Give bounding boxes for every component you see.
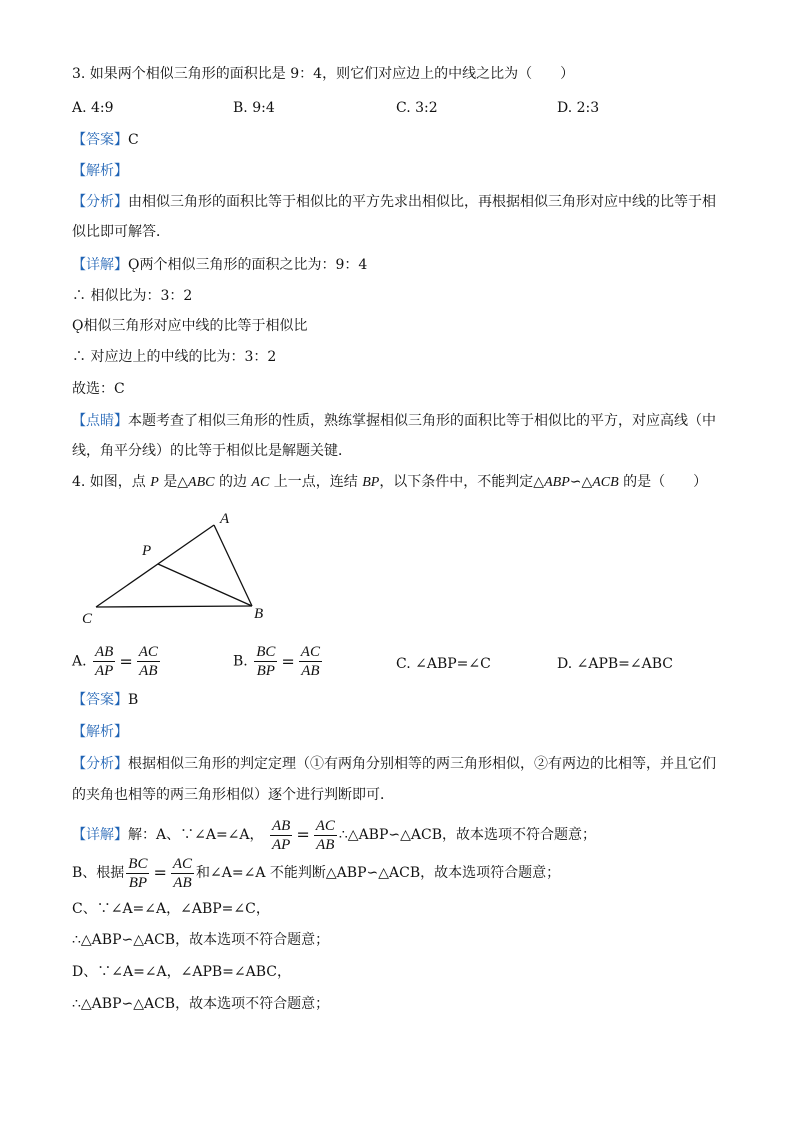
q3-fenxi-line2: 似比即可解答．	[72, 224, 170, 240]
denominator: AB	[316, 836, 335, 853]
stem-part: 的是（ ）	[618, 474, 708, 490]
numerator: AC	[300, 644, 320, 660]
dianjing-tag: 【点睛】	[72, 413, 128, 429]
stem-part: 4. 如图，点	[72, 474, 151, 490]
side-ca	[96, 525, 214, 607]
numerator: AC	[172, 855, 193, 872]
fraction	[270, 817, 292, 854]
stem-var: ACB	[592, 475, 619, 490]
xiangjie-text: Ǫ两个相似三角形的面积之比为：9：4	[128, 257, 368, 273]
q4-fenxi-line2: 的夹角也相等的两三角形相似）逐个进行判断即可．	[72, 787, 394, 803]
stem-part: 的边	[214, 474, 252, 490]
side-cb	[96, 606, 252, 607]
answer-tag: 【答案】	[72, 132, 128, 148]
q4-xiangjie-c1: C、∵∠A=∠A，∠ABP=∠C，	[72, 901, 270, 917]
q3-analysis-tag: 【解析】	[72, 163, 128, 179]
xiangjie-text: 和∠A=∠A 不能判断△ABP∽△ACB，故本选项符合题意；	[196, 865, 561, 881]
equals-sign: =	[119, 651, 133, 671]
stem-var: ABC	[188, 475, 215, 490]
q4-xiangjie-d2: ∴△ABP∽△ACB，故本选项不符合题意；	[72, 996, 330, 1012]
side-ab	[214, 525, 252, 606]
q4-answer-line	[72, 690, 138, 710]
q4-xiangjie-b	[72, 852, 560, 894]
label-a: A	[220, 511, 230, 527]
q4-analysis-tag: 【解析】	[72, 724, 128, 740]
label-c: C	[82, 611, 93, 627]
q3-option-b: B. 9:4	[233, 100, 275, 116]
answer-value: B	[128, 692, 139, 708]
denominator: AP	[95, 663, 114, 679]
stem-var: AC	[251, 475, 270, 490]
q3-dianjing-line2: 线，角平分线）的比等于相似比是解题关键．	[72, 443, 352, 459]
numerator: AC	[315, 817, 335, 834]
xiangjie-tag: 【详解】	[72, 827, 128, 843]
stem-part: ，以下条件中，不能判定△	[379, 474, 545, 490]
fraction	[299, 643, 322, 680]
answer-tag: 【答案】	[72, 692, 128, 708]
xiangjie-text: B、根据	[72, 865, 125, 881]
numerator: AB	[95, 644, 114, 660]
numerator: AC	[138, 644, 158, 660]
equals-sign: =	[296, 825, 310, 844]
denominator: AP	[271, 836, 291, 853]
q3-stem: 3. 如果两个相似三角形的面积比是 9：4，则它们对应边上的中线之比为（ ）	[72, 66, 575, 82]
q3-step2: ∴ 相似比为：3：2	[72, 288, 193, 304]
answer-value: C	[128, 132, 139, 148]
option-label: B.	[233, 653, 248, 670]
q3-step3: Ǫ相似三角形对应中线的比等于相似比	[72, 318, 308, 334]
fenxi-tag: 【分析】	[72, 756, 128, 772]
label-b: B	[254, 606, 264, 622]
stem-var: ABP	[544, 475, 570, 490]
q4-xiangjie-c2: ∴△ABP∽△ACB，故本选项不符合题意；	[72, 932, 330, 948]
numerator: BC	[128, 855, 148, 872]
denominator: AB	[301, 663, 320, 679]
xiangjie-tag: 【详解】	[72, 257, 128, 273]
denominator: AB	[173, 874, 192, 891]
stem-part: 是△	[158, 474, 189, 490]
fraction	[254, 643, 277, 680]
fraction	[126, 855, 149, 892]
fenxi-tag: 【分析】	[72, 194, 128, 210]
fraction	[137, 643, 160, 680]
q3-step5: 故选：C	[72, 381, 125, 397]
equals-sign: =	[281, 651, 295, 671]
denominator: AB	[139, 663, 158, 679]
q4-fenxi-line1	[72, 754, 716, 774]
stem-part: ∽△	[569, 474, 593, 490]
denominator: BP	[256, 663, 275, 679]
segment-pb	[158, 564, 252, 606]
q3-option-a: A. 4:9	[72, 100, 114, 116]
q3-step4: ∴ 对应边上的中线的比为：3：2	[72, 349, 277, 365]
q4-option-b	[233, 643, 324, 680]
denominator: BP	[128, 874, 148, 891]
xiangjie-text: ∴△ABP∽△ACB，故本选项不符合题意；	[338, 827, 596, 843]
label-p: P	[142, 543, 152, 559]
dianjing-text: 本题考查了相似三角形的性质，熟练掌握相似三角形的面积比等于相似比的平方，对应高线（中	[128, 413, 716, 429]
fenxi-text: 由相似三角形的面积比等于相似比的平方先求出相似比，再根据相似三角形对应中线的比等于相	[128, 194, 716, 210]
q4-xiangjie-d1: D、∵∠A=∠A，∠APB=∠ABC，	[72, 964, 292, 980]
q3-option-d: D. 2:3	[557, 100, 600, 116]
numerator: BC	[256, 644, 276, 660]
stem-var: BP	[362, 475, 380, 490]
fenxi-text: 根据相似三角形的判定定理（①有两角分别相等的两三角形相似，②有两边的比相等，并且它们	[128, 756, 716, 772]
option-label: A.	[72, 653, 87, 670]
q4-option-d: D. ∠APB=∠ABC	[557, 656, 674, 672]
equals-sign: =	[153, 863, 167, 882]
q4-xiangjie-a	[72, 814, 596, 856]
fraction	[314, 817, 337, 854]
stem-part: 上一点，连结	[269, 474, 363, 490]
q4-option-a	[72, 643, 162, 680]
fraction	[171, 855, 194, 892]
fraction	[93, 643, 115, 680]
numerator: AB	[271, 817, 291, 834]
xiangjie-text: 解：A、∵∠A=∠A，	[128, 827, 264, 843]
q3-option-c: C. 3:2	[396, 100, 438, 116]
stem-var: P	[150, 475, 159, 490]
q4-option-c: C. ∠ABP=∠C	[396, 656, 491, 672]
